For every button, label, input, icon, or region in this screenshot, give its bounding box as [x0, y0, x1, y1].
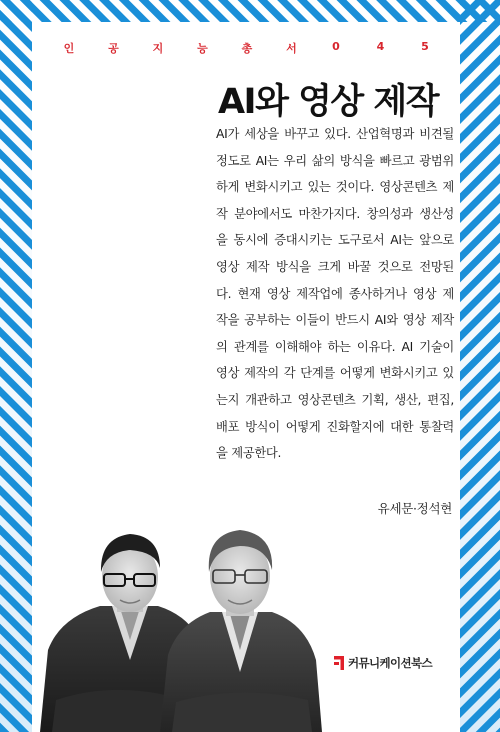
- book-title: AI와 영상 제작: [217, 82, 438, 122]
- description-line: 영상 제작 방식을 크게 바꿀 것으로 전망된: [216, 259, 454, 274]
- description-line: 작 분야에서도 마찬가지다. 창의성과 생산성: [216, 206, 454, 221]
- series-char: 총: [241, 42, 253, 55]
- description-line: 는지 개관하고 영상콘텐츠 기획, 생산, 편집,: [216, 392, 454, 407]
- description-line: 정도로 AI는 우리 삶의 방식을 빠르고 광범위: [216, 153, 454, 168]
- series-char: 지: [152, 42, 164, 55]
- author-names: 유세문·정석현: [377, 501, 452, 516]
- publisher-name: 커뮤니케이션북스: [348, 656, 433, 670]
- description-line: 다. 현재 영상 제작업에 종사하거나 영상 제: [216, 286, 454, 301]
- series-char: 0: [332, 40, 340, 53]
- publisher-block: [334, 655, 432, 671]
- description-line: 배포 방식이 어떻게 진화할지에 대한 통찰력: [216, 419, 454, 434]
- series-char: 5: [421, 40, 429, 53]
- series-char: 능: [197, 42, 208, 55]
- description-line: 의 관계를 이해해야 하는 이유다. AI 기술이: [216, 339, 454, 354]
- series-char: 공: [108, 42, 119, 55]
- series-char: 4: [376, 40, 385, 53]
- publisher-logo-icon: [334, 656, 344, 670]
- description-line: 하게 변화시키고 있는 것이다. 영상콘텐츠 제: [216, 180, 454, 195]
- series-char: 인: [63, 42, 75, 55]
- description-line: 을 동시에 증대시키는 도구로서 AI는 앞으로: [216, 233, 454, 248]
- description-line: 작을 공부하는 이들이 반드시 AI와 영상 제작: [216, 313, 454, 328]
- description-line: 을 제공한다.: [216, 446, 282, 461]
- description-line: AI가 세상을 바꾸고 있다. 산업혁명과 비견될: [216, 127, 454, 141]
- description-line: 영상 제작의 각 단계를 어떻게 변화시키고 있: [216, 366, 454, 381]
- series-char: 서: [286, 42, 297, 55]
- author-right: [160, 530, 322, 732]
